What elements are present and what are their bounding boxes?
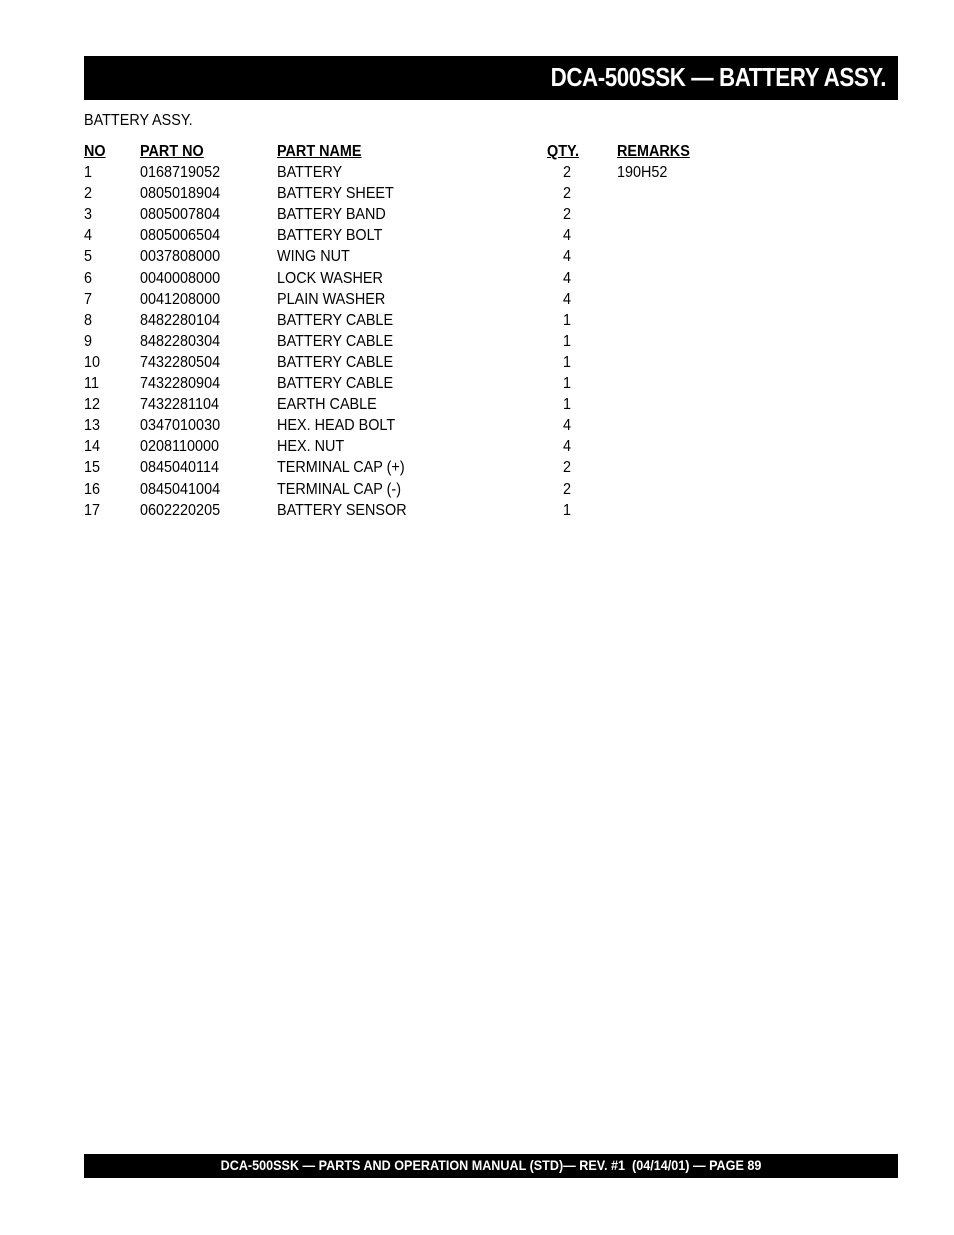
cell-part-no: 8482280304 (140, 332, 221, 350)
cell-part-name: BATTERY BOLT (277, 227, 383, 245)
column-header-part-no: PART NO (140, 143, 204, 160)
cell-part-no: 7432281104 (140, 396, 220, 414)
cell-part-name: BATTERY CABLE (277, 375, 394, 393)
cell-part-name: BATTERY SENSOR (277, 501, 407, 519)
page-title-bar (84, 56, 898, 100)
cell-qty: 4 (562, 290, 571, 308)
table-row (84, 289, 724, 310)
cell-part-no: 0040008000 (140, 269, 221, 287)
table-row (84, 394, 724, 415)
cell-no: 6 (84, 269, 93, 287)
cell-qty: 1 (562, 311, 571, 329)
table-row (84, 204, 724, 225)
cell-no: 2 (84, 185, 93, 203)
cell-qty: 1 (562, 375, 571, 393)
cell-part-name: HEX. NUT (277, 438, 345, 456)
table-row (84, 479, 724, 500)
cell-part-name: TERMINAL CAP (+) (277, 459, 405, 477)
table-row (84, 246, 724, 267)
cell-part-no: 0347010030 (140, 417, 221, 435)
cell-qty: 1 (562, 353, 571, 371)
cell-part-name: BATTERY BAND (277, 206, 386, 224)
page-footer: DCA-500SSK — PARTS AND OPERATION MANUAL (STD)— REV. #1 (04/14/01) — PAGE 89 (220, 1157, 762, 1173)
cell-part-no: 0602220205 (140, 501, 221, 519)
table-row (84, 436, 724, 457)
cell-part-name: BATTERY CABLE (277, 353, 394, 371)
cell-part-no: 0041208000 (140, 290, 221, 308)
cell-part-name: BATTERY (277, 164, 343, 182)
cell-part-no: 7432280504 (140, 353, 221, 371)
cell-qty: 2 (562, 480, 571, 498)
column-header-qty: QTY. (547, 143, 580, 160)
table-row (84, 310, 724, 331)
cell-part-name: WING NUT (277, 248, 350, 266)
table-body (84, 162, 724, 521)
cell-qty: 4 (562, 417, 571, 435)
table-row (84, 352, 724, 373)
cell-qty: 2 (562, 164, 571, 182)
cell-qty: 2 (562, 206, 571, 224)
cell-part-name: HEX. HEAD BOLT (277, 417, 396, 435)
cell-qty: 4 (562, 227, 571, 245)
cell-no: 9 (84, 332, 93, 350)
cell-no: 13 (84, 417, 101, 435)
cell-part-name: BATTERY CABLE (277, 311, 394, 329)
page-footer-bar (84, 1154, 898, 1178)
table-header-row (84, 141, 724, 162)
cell-part-no: 7432280904 (140, 375, 221, 393)
page-title: DCA-500SSK — BATTERY ASSY. (550, 62, 886, 92)
cell-part-name: PLAIN WASHER (277, 290, 386, 308)
cell-no: 16 (84, 480, 101, 498)
cell-part-no: 0805006504 (140, 227, 221, 245)
table-row (84, 373, 724, 394)
cell-qty: 2 (562, 459, 571, 477)
parts-table (84, 141, 724, 521)
cell-part-name: BATTERY CABLE (277, 332, 394, 350)
table-row (84, 500, 724, 521)
cell-no: 14 (84, 438, 101, 456)
cell-no: 11 (84, 375, 99, 393)
cell-no: 15 (84, 459, 101, 477)
cell-part-no: 0845041004 (140, 480, 221, 498)
cell-qty: 1 (562, 396, 571, 414)
table-row (84, 331, 724, 352)
table-row (84, 457, 724, 478)
cell-qty: 4 (562, 269, 571, 287)
cell-part-no: 0845040114 (140, 459, 220, 477)
cell-no: 10 (84, 353, 101, 371)
cell-no: 8 (84, 311, 93, 329)
cell-qty: 2 (562, 185, 571, 203)
cell-part-name: LOCK WASHER (277, 269, 383, 287)
table-row (84, 268, 724, 289)
column-header-part-name: PART NAME (277, 143, 362, 160)
cell-no: 3 (84, 206, 93, 224)
table-row (84, 162, 724, 183)
cell-part-no: 8482280104 (140, 311, 221, 329)
cell-part-name: BATTERY SHEET (277, 185, 394, 203)
cell-qty: 1 (562, 332, 571, 350)
cell-part-no: 0208110000 (140, 438, 220, 456)
cell-qty: 4 (562, 248, 571, 266)
cell-part-no: 0805018904 (140, 185, 221, 203)
cell-part-no: 0037808000 (140, 248, 221, 266)
cell-part-name: TERMINAL CAP (-) (277, 480, 402, 498)
table-row (84, 183, 724, 204)
section-label: BATTERY ASSY. (84, 112, 193, 129)
table-row (84, 225, 724, 246)
cell-no: 4 (84, 227, 93, 245)
cell-no: 17 (84, 501, 101, 519)
cell-no: 12 (84, 396, 101, 414)
cell-part-no: 0168719052 (140, 164, 221, 182)
table-row (84, 415, 724, 436)
cell-qty: 1 (562, 501, 571, 519)
column-header-remarks: REMARKS (617, 143, 690, 160)
cell-part-no: 0805007804 (140, 206, 221, 224)
cell-part-name: EARTH CABLE (277, 396, 377, 414)
cell-no: 1 (84, 164, 93, 182)
cell-remarks: 190H52 (617, 164, 668, 182)
column-header-no: NO (84, 143, 106, 160)
cell-no: 5 (84, 248, 93, 266)
cell-no: 7 (84, 290, 93, 308)
cell-qty: 4 (562, 438, 571, 456)
